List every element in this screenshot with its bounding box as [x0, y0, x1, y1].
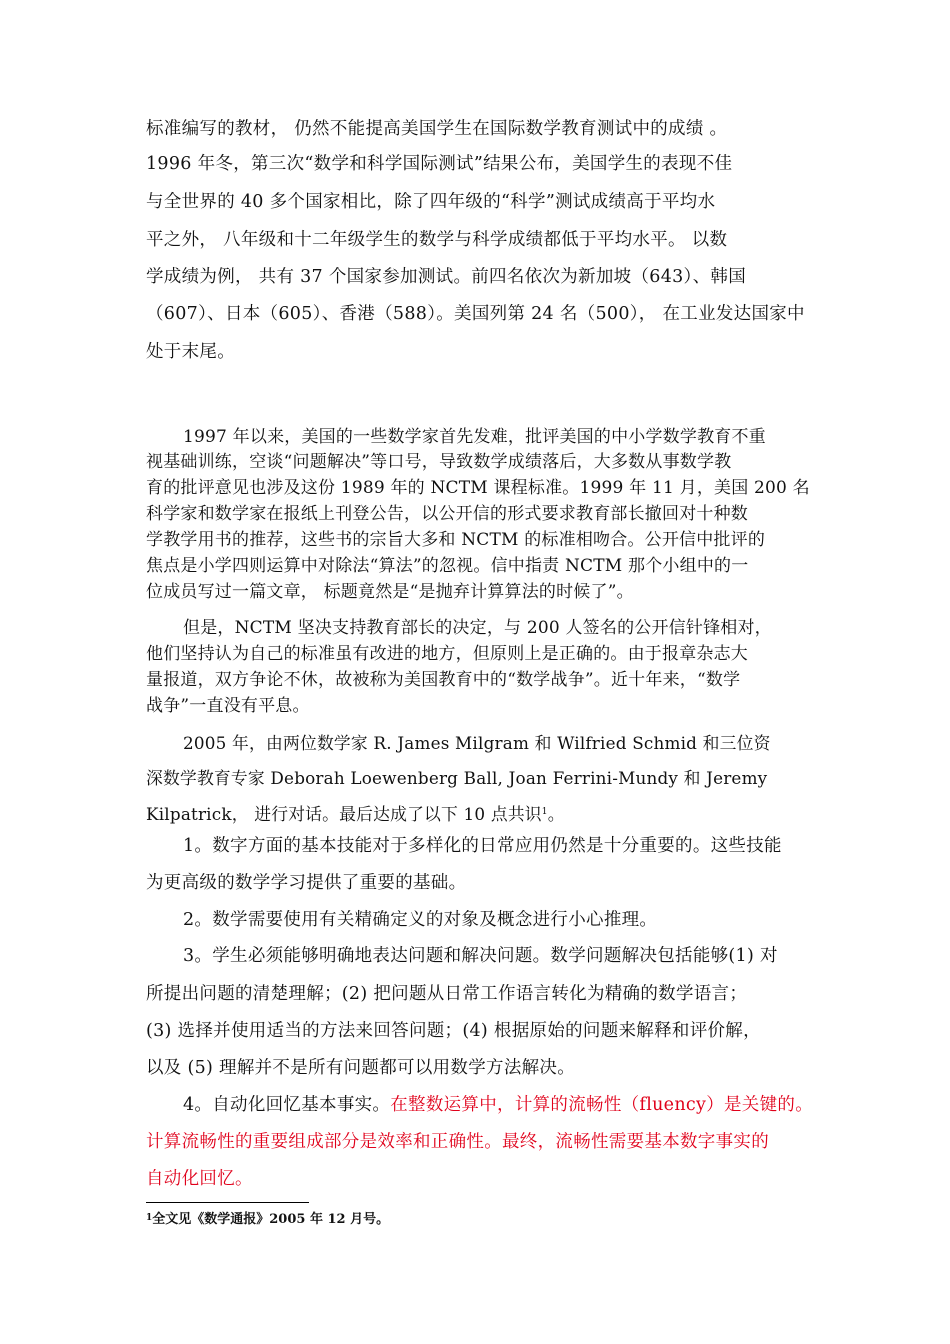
- text-line: 但是，NCTM 坚决支持教育部长的决定，与 200 人签名的公开信针锋相对，: [183, 618, 772, 638]
- footnote-reference[interactable]: 1: [541, 807, 548, 817]
- text-line: 他们坚持认为自己的标准虽有改进的地方，但原则上是正确的。由于报章杂志大: [146, 644, 748, 664]
- highlighted-text: 计算流畅性的重要组成部分是效率和正确性。最终，流畅性需要基本数字事实的: [146, 1132, 769, 1152]
- text-line: 以及 (5) 理解并不是所有问题都可以用数学方法解决。: [146, 1058, 576, 1078]
- footnote-divider: [146, 1202, 309, 1203]
- text-line: 育的批评意见也涉及这份 1989 年的 NCTM 课程标准。1999 年 11 月，美国 200 名: [146, 478, 810, 498]
- highlighted-text: 在整数运算中，计算的流畅性（fluency）是关键的。: [390, 1095, 813, 1115]
- text-line: 学成绩为例， 共有 37 个国家参加测试。前四名依次为新加坡（643）、韩国: [146, 267, 747, 287]
- item-lead: 4。自动化回忆基本事实。: [183, 1095, 391, 1115]
- text-line: 学教学用书的推荐，这些书的宗旨大多和 NCTM 的标准相吻合。公开信中批评的: [146, 530, 766, 550]
- text-line: 1。数字方面的基本技能对于多样化的日常应用仍然是十分重要的。这些技能: [183, 836, 782, 856]
- text-line: 标准编写的教材， 仍然不能提高美国学生在国际数学教育测试中的成绩 。: [146, 119, 728, 139]
- text-line: 1997 年以来，美国的一些数学家首先发难，批评美国的中小学数学教育不重: [183, 427, 766, 447]
- footnote-marker: 1: [146, 1213, 153, 1223]
- text-line: 科学家和数学家在报纸上刊登公告，以公开信的形式要求教育部长撤回对十种数: [146, 504, 748, 524]
- text-line: 位成员写过一篇文章， 标题竟然是“是抛弃计算算法的时候了”。: [146, 582, 634, 602]
- text-line: 1996 年冬，第三次“数学和科学国际测试”结果公布，美国学生的表现不佳: [146, 154, 733, 174]
- text-line: 2。数学需要使用有关精确定义的对象及概念进行小心推理。: [183, 910, 658, 930]
- text-line: 深数学教育专家 Deborah Loewenberg Ball, Joan Ferrini-Mundy 和 Jeremy: [146, 768, 768, 788]
- text-line: 与全世界的 40 多个国家相比，除了四年级的“科学”测试成绩高于平均水: [146, 192, 716, 212]
- text-line: 战争”一直没有平息。: [146, 696, 310, 716]
- highlighted-text: 自动化回忆。: [146, 1169, 253, 1189]
- text-line: 平之外， 八年级和十二年级学生的数学与科学成绩都低于平均水平。 以数: [146, 230, 728, 250]
- text-line: 2005 年，由两位数学家 R. James Milgram 和 Wilfried Schmid 和三位资: [183, 733, 771, 753]
- text-line: (3) 选择并使用适当的方法来回答问题；(4) 根据原始的问题来解释和评价解，: [146, 1021, 761, 1041]
- text-line: （607）、日本（605）、香港（588）。美国列第 24 名（500）， 在工业发达国家中: [146, 304, 805, 324]
- text-line: 为更高级的数学学习提供了重要的基础。: [146, 873, 467, 893]
- footnote: [146, 1211, 389, 1229]
- text-line: 视基础训练，空谈“问题解决”等口号，导致数学成绩落后，大多数从事数学教: [146, 452, 732, 472]
- text-line: 量报道，双方争论不休，故被称为美国教育中的“数学战争”。近十年来，“数学: [146, 670, 741, 690]
- footnote-text: 全文见《数学通报》2005 年 12 月号。: [152, 1212, 390, 1227]
- text-line-content: Kilpatrick， 进行对话。最后达成了以下 10 点共识: [146, 804, 542, 824]
- text-line: 处于末尾。: [146, 342, 235, 362]
- text-line: 焦点是小学四则运算中对除法“算法”的忽视。信中指责 NCTM 那个小组中的一: [146, 556, 749, 576]
- text-line: [183, 1094, 813, 1116]
- text-line: Kilpatrick， 进行对话。最后达成了以下 10 点共识$^1$。: [146, 804, 565, 824]
- text-line: 3。学生必须能够明确地表达问题和解决问题。数学问题解决包括能够(1) 对: [183, 946, 778, 966]
- text-line: 所提出问题的清楚理解；(2) 把问题从日常工作语言转化为精确的数学语言；: [146, 984, 748, 1004]
